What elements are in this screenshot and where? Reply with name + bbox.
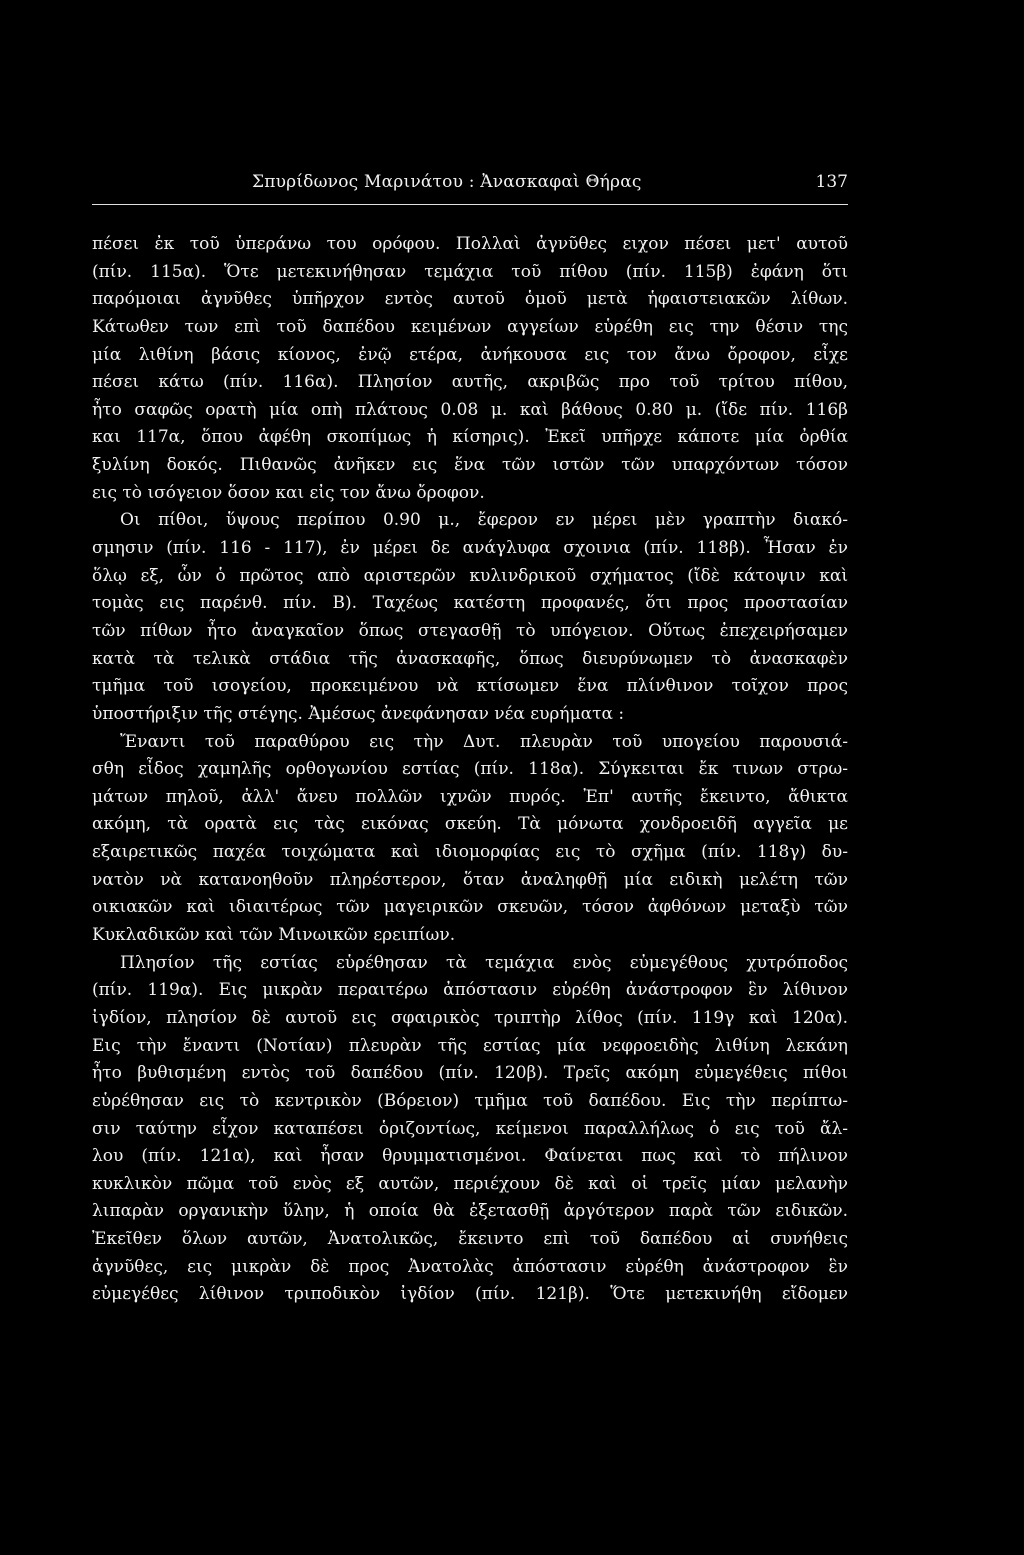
- text-line: μία λιθίνη βάσις κίονος, ἐνῷ ετέρα, ἀνήκουσα εις τον ἄνω ὄροφον, εἶχε: [92, 344, 848, 365]
- text-line: Οι πίθοι, ὕψους περίπου 0.90 μ., ἔφερον εν μέρει μὲν γραπτὴν διακό-: [120, 510, 848, 531]
- header-title: Σπυρίδωνος Μαρινάτου : Ἀνασκαφαὶ Θήρας: [252, 172, 642, 192]
- text-line: (πίν. 119α). Εις μικρὰν περαιτέρω ἀπόστασιν εὑρέθη ἀνάστροφον ἓν λίθινον: [92, 980, 848, 1001]
- text-line: μάτων πηλοῦ, ἀλλ' ἄνευ πολλῶν ιχνῶν πυρός. Ἐπ' αυτῆς ἔκειντο, ἄθικτα: [92, 786, 848, 807]
- text-line: και 117α, ὅπου ἀφέθη σκοπίμως ἡ κίσηρις). Ἐκεῖ υπῆρχε κάποτε μία ὀρθία: [92, 427, 848, 448]
- text-line: Κάτωθεν των επὶ τοῦ δαπέδου κειμένων αγγείων εὑρέθη εις την θέσιν της: [92, 316, 848, 337]
- text-line: ἦτο βυθισμένη εντὸς τοῦ δαπέδου (πίν. 120β). Τρεῖς ακόμη εὐμεγέθεις πίθοι: [92, 1063, 848, 1084]
- running-header: [92, 172, 848, 198]
- text-line: εὐμεγέθες λίθινον τριποδικὸν ἰγδίον (πίν. 121β). Ὅτε μετεκινήθη εἴδομεν: [92, 1284, 848, 1305]
- text-line: ἰγδίον, πλησίον δὲ αυτοῦ εις σφαιρικὸς τριπτὴρ λίθος (πίν. 119γ καὶ 120α).: [92, 1007, 848, 1028]
- text-line: τῶν πίθων ἦτο ἀναγκαῖον ὅπως στεγασθῇ τὸ υπόγειον. Οὕτως ἐπεχειρήσαμεν: [92, 620, 848, 641]
- text-line: Κυκλαδικῶν καὶ τῶν Μινωικῶν ερειπίων.: [92, 925, 456, 946]
- text-line: εις τὸ ισόγειον ὅσον και εἰς τον ἄνω ὄροφον.: [92, 482, 485, 503]
- page-number: 137: [815, 172, 848, 192]
- text-line: σθη εἶδος χαμηλῆς ορθογωνίου εστίας (πίν. 118α). Σύγκειται ἔκ τινων στρω-: [92, 759, 848, 780]
- text-line: Ἔναντι τοῦ παραθύρου εις τὴν Δυτ. πλευρὰν τοῦ υπογείου παρουσιά-: [120, 731, 848, 752]
- text-line: Εις τὴν ἔναντι (Νοτίαν) πλευρὰν τῆς εστίας μία νεφροειδὴς λιθίνη λεκάνη: [92, 1035, 848, 1056]
- text-line: οικιακῶν καὶ ιδιαιτέρως τῶν μαγειρικῶν σκευῶν, τόσον ἀφθόνων μεταξὺ τῶν: [92, 897, 848, 918]
- text-line: σιν ταύτην εἶχον καταπέσει ὁριζοντίως, κείμενοι παραλλήλως ὁ εις τοῦ ἄλ-: [92, 1118, 848, 1139]
- text-line: Ἐκεῖθεν ὅλων αυτῶν, Ἀνατολικῶς, ἔκειντο επὶ τοῦ δαπέδου αἱ συνήθεις: [92, 1229, 848, 1250]
- text-line: κατὰ τὰ τελικὰ στάδια τῆς ἀνασκαφῆς, ὅπως διευρύνωμεν τὸ ἀνασκαφὲν: [92, 648, 848, 669]
- body-text: [92, 231, 848, 1309]
- text-line: ακόμη, τὰ ορατὰ εις τὰς εικόνας σκεύη. Τὰ μόνωτα χονδροειδῆ αγγεῖα με: [92, 814, 848, 835]
- text-line: ὑποστήριξιν τῆς στέγης. Ἀμέσως ἀνεφάνησαν νέα ευρήματα :: [92, 703, 625, 724]
- text-line: πέσει κάτω (πίν. 116α). Πλησίον αυτῆς, ακριβῶς προ τοῦ τρίτου πίθου,: [92, 372, 848, 393]
- text-line: ὅλῳ εξ, ὧν ὁ πρῶτος απὸ αριστερῶν κυλινδρικοῦ σχήματος (ἴδὲ κάτοψιν καὶ: [92, 565, 848, 586]
- page: [92, 172, 848, 1309]
- text-line: κυκλικὸν πῶμα τοῦ ενὸς εξ αυτῶν, περιέχουν δὲ καὶ οἱ τρεῖς μίαν μελανὴν: [92, 1173, 848, 1194]
- text-line: Πλησίον τῆς εστίας εὑρέθησαν τὰ τεμάχια ενὸς εὐμεγέθους χυτρόποδος: [120, 952, 848, 973]
- text-line: λου (πίν. 121α), καὶ ἦσαν θρυμματισμένοι. Φαίνεται πως καὶ τὸ πήλινον: [92, 1146, 848, 1167]
- text-line: νατὸν νὰ κατανοηθοῦν πληρέστερον, ὅταν ἀναληφθῇ μία ειδικὴ μελέτη τῶν: [92, 869, 848, 890]
- text-line: (πίν. 115α). Ὅτε μετεκινήθησαν τεμάχια τοῦ πίθου (πίν. 115β) ἐφάνη ὅτι: [92, 261, 848, 282]
- text-line: τμῆμα τοῦ ισογείου, προκειμένου νὰ κτίσωμεν ἕνα πλίνθινον τοῖχον προς: [92, 676, 848, 697]
- text-line: τομὰς εις παρένθ. πίν. Β). Ταχέως κατέστη προφανές, ὅτι προς προστασίαν: [92, 593, 848, 614]
- text-line: ἀγνῦθες, εις μικρὰν δὲ προς Ἀνατολὰς ἀπόστασιν εὑρέθη ἀνάστροφον ἓν: [92, 1256, 848, 1277]
- text-line: εὑρέθησαν εις τὸ κεντρικὸν (Βόρειον) τμῆμα τοῦ δαπέδου. Εις τὴν περίπτω-: [92, 1090, 848, 1111]
- text-line: εξαιρετικῶς παχέα τοιχώματα καὶ ιδιομορφίας εις τὸ σχῆμα (πίν. 118γ) δυ-: [92, 842, 848, 863]
- text-line: παρόμοιαι ἀγνῦθες ὑπῆρχον εντὸς αυτοῦ ὁμοῦ μετὰ ἡφαιστειακῶν λίθων.: [92, 289, 848, 310]
- text-line: πέσει ἐκ τοῦ ὑπεράνω του ορόφου. Πολλαὶ ἀγνῦθες ειχον πέσει μετ' αυτοῦ: [92, 234, 848, 254]
- text-line: ἦτο σαφῶς ορατὴ μία οπὴ πλάτους 0.08 μ. καὶ βάθους 0.80 μ. (ἴδε πίν. 116β: [92, 399, 848, 420]
- text-line: σμησιν (πίν. 116 - 117), ἐν μέρει δε ανάγλυφα σχοινια (πίν. 118β). Ἦσαν ἐν: [92, 538, 848, 559]
- text-line: ξυλίνη δοκός. Πιθανῶς ἀνῆκεν εις ἕνα τῶν ιστῶν τῶν υπαρχόντων τόσον: [92, 455, 848, 476]
- header-rule: [92, 204, 848, 205]
- text-line: λιπαρὰν οργανικὴν ὕλην, ἡ οποία θὰ ἐξετασθῇ ἀργότερον παρὰ τῶν ειδικῶν.: [92, 1201, 848, 1222]
